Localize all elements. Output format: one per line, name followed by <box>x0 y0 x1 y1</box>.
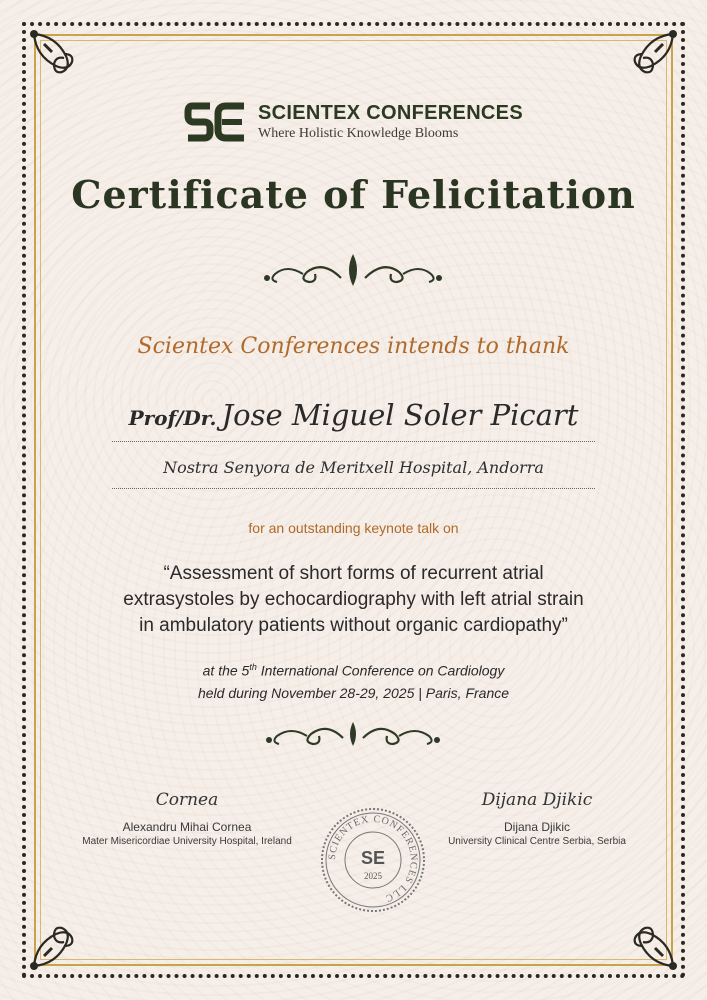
talk-title-line: extrasystoles by echocardiography with left atrial strain <box>123 589 584 610</box>
signatory-institution: University Clinical Centre Serbia, Serbia <box>448 836 626 847</box>
signatory-name: Dijana Djikic <box>503 820 571 834</box>
talk-title-line: in ambulatory patients without organic cardiopathy” <box>139 615 568 636</box>
brand-name: SCIENTEX CONFERENCES <box>258 102 523 124</box>
corner-ornament-icon <box>26 904 96 974</box>
corner-ornament-icon <box>611 904 681 974</box>
conference-info <box>0 656 707 704</box>
thank-line: Scientex Conferences intends to thank <box>137 334 570 359</box>
seal-mark: SE <box>360 848 386 868</box>
dotted-divider <box>112 441 595 442</box>
corner-ornament-icon <box>611 26 681 96</box>
brand-logo <box>0 100 707 144</box>
conference-name: at the 5th International Conference on Cardiology <box>202 662 505 679</box>
talk-title-line: “Assessment of short forms of recurrent atrial <box>163 563 544 584</box>
recipient-prefix: Prof/Dr. <box>128 406 217 430</box>
corner-ornament-icon <box>26 26 96 96</box>
signature-right: Dijana Djikic <box>481 790 593 810</box>
recipient <box>0 398 707 432</box>
dotted-divider <box>112 488 595 489</box>
scientex-logo-icon <box>184 100 248 144</box>
flourish-ornament-icon <box>263 714 443 754</box>
conference-dates: held during November 28-29, 2025 | Paris, France <box>197 684 510 701</box>
seal-year: 2025 <box>364 871 382 881</box>
signatory-name: Alexandru Mihai Cornea <box>122 820 252 834</box>
certificate-title: Certificate of Felicitation <box>71 172 636 217</box>
for-line: for an outstanding keynote talk on <box>248 520 459 536</box>
brand-tagline: Where Holistic Knowledge Blooms <box>258 126 459 141</box>
signatory-right <box>422 790 652 847</box>
talk-title <box>112 561 595 639</box>
seal-stamp-icon <box>319 806 427 914</box>
recipient-affiliation: Nostra Senyora de Meritxell Hospital, Andorra <box>163 458 544 477</box>
signature-left: Cornea <box>155 790 219 810</box>
flourish-ornament-icon <box>263 250 443 290</box>
recipient-name: Jose Miguel Soler Picart <box>221 398 579 432</box>
seal-ring-text: SCIENTEX CONFERENCES LLC <box>326 813 420 904</box>
signatory-institution: Mater Misericordiae University Hospital, Ireland <box>82 836 292 847</box>
signatory-left <box>72 790 302 847</box>
